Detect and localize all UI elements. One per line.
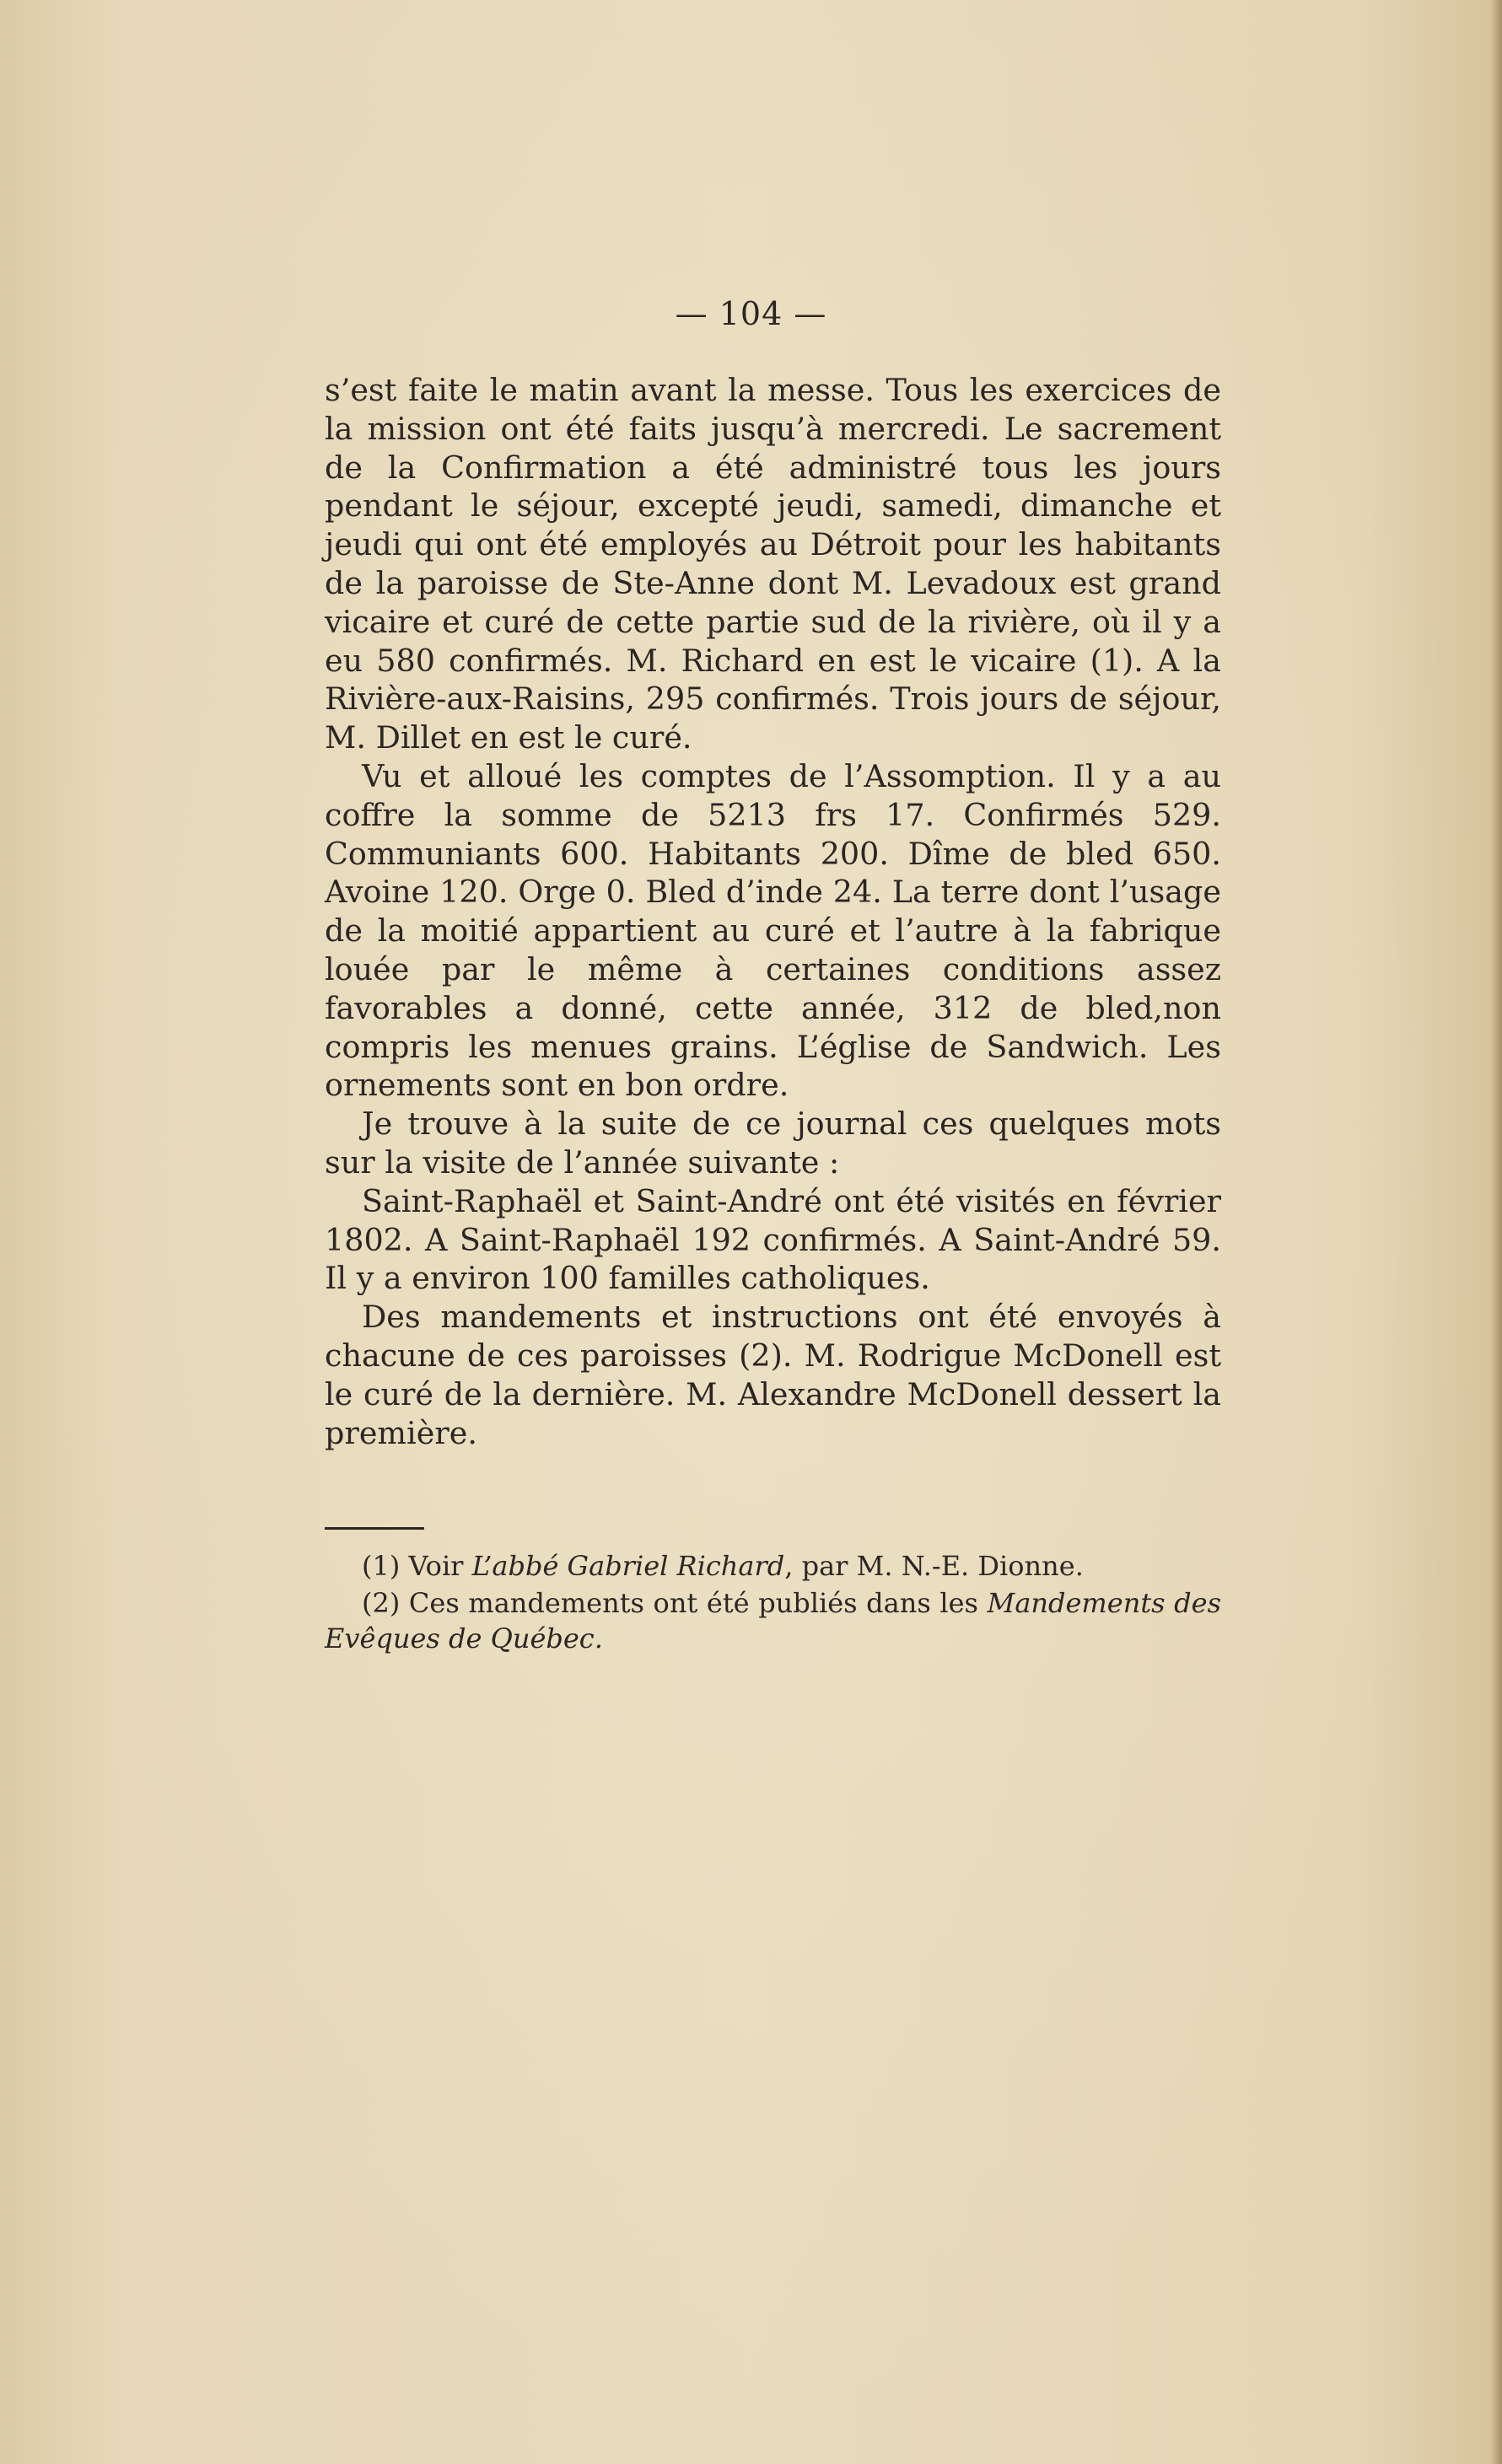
footnote-divider xyxy=(325,1527,424,1530)
paragraph-3: Je trouve à la suite de ce journal ces quelques mots sur la visite de l’année suivante : xyxy=(325,1106,1221,1181)
footnote-marker: (2) xyxy=(362,1587,401,1619)
paragraph-2: Vu et alloué les comptes de l’Assomption. Il y a au coffre la somme de 5213 frs 17. Confirmés 529. Communiants 600. Habitants 200. Dîme de bled 650. Avoine 120. Orge 0. Bled d’inde 24. La terre dont l’usage de la moitié appartient au curé et l’autre à la fabrique louée par le même à certaines conditions assez favorables a donné, cette année, 312 de bled,non compris les menues grains. L’église de Sandwich. Les ornements sont en bon ordre. xyxy=(325,757,1221,1104)
footnotes xyxy=(325,1548,1221,1658)
footnote-text: Voir xyxy=(408,1550,472,1582)
footnote-title: L’abbé Gabriel Richard xyxy=(471,1550,785,1582)
footnote-title: Mandements des Evêques de Québec. xyxy=(325,1587,1222,1654)
page-number: — 104 — xyxy=(675,295,827,332)
footnote-marker: (1) xyxy=(362,1550,401,1582)
footnote-text: Ces mandements ont été publiés dans les xyxy=(408,1587,988,1619)
paragraph-1: s’est faite le matin avant la messe. Tous les exercices de la mission ont été faits jusqu’à mercredi. Le sacrement de la Confirmation a été administré tous les jours pendant le séjour, excepté jeudi, samedi, dimanche et jeudi qui ont été employés au Détroit pour les habitants de la paroisse de Ste-Anne dont M. Levadoux est grand vicaire et curé de cette partie sud de la rivière, où il y a eu 580 confirmés. M. Richard en est le vicaire (1). A la Rivière-aux-Raisins, 295 confirmés. Trois jours de séjour, M. Dillet en est le curé. xyxy=(325,372,1221,756)
body-text xyxy=(325,371,1221,1452)
page-edge-shadow xyxy=(1490,0,1502,2464)
footnote-text: , par M. N.-E. Dionne. xyxy=(784,1550,1084,1582)
footnote-1 xyxy=(325,1548,1221,1584)
paragraph-4: Saint-Raphaël et Saint-André ont été visités en février 1802. A Saint-Raphaël 192 confirmés. A Saint-André 59. Il y a environ 100 familles catholiques. xyxy=(325,1182,1221,1297)
paragraph-5: Des mandements et instructions ont été envoyés à chacune de ces paroisses (2). M. Rodrigue McDonell est le curé de la dernière. M. Alexandre McDonell dessert la première. xyxy=(325,1299,1221,1451)
footnote-2 xyxy=(325,1585,1221,1656)
